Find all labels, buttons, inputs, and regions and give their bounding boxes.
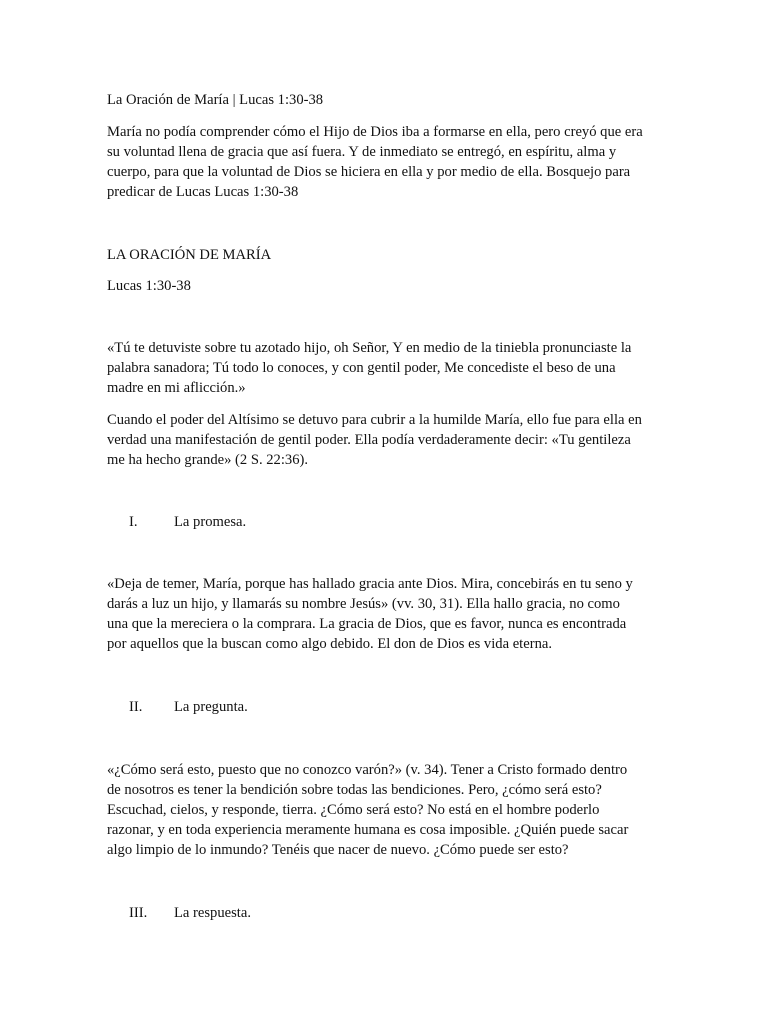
section-label: La promesa. — [174, 514, 247, 530]
section-heading-pregunta — [129, 697, 248, 717]
sermon-title: LA ORACIÓN DE MARÍA — [107, 247, 272, 263]
section-label: La respuesta. — [174, 905, 251, 921]
document-heading-line: La Oración de María | Lucas 1:30-38 — [107, 92, 324, 108]
intro-paragraph: María no podía comprender cómo el Hijo de Dios iba a formarse en ella, pero creyó que era su voluntad llena de gracia que así fuera. Y de inmediato se entregó, en espíritu, alma y cuerpo, para que la voluntad de Dios se hiciera en ella y por medio de ella. Bosquejo para predicar de Lucas Lucas 1:30-38 — [107, 124, 643, 200]
section-label: La pregunta. — [174, 699, 248, 715]
opening-quote: «Tú te detuviste sobre tu azotado hijo, oh Señor, Y en medio de la tiniebla pronunciaste la palabra sanadora; Tú todo lo conoces, y con gentil poder, Me concediste el beso de una madre en mi aflicción.» — [107, 340, 632, 396]
paragraph-intro-power: Cuando el poder del Altísimo se detuvo para cubrir a la humilde María, ello fue para ella en verdad una manifestación de gentil poder. Ella podía verdaderamente decir: «Tu gentileza me ha hecho grande» (2 S. 22:36). — [107, 412, 642, 468]
section-heading-promesa — [129, 512, 246, 532]
section-body-pregunta: «¿Cómo será esto, puesto que no conozco varón?» (v. 34). Tener a Cristo formado dentro de nosotros es tener la bendición sobre todas las bendiciones. Pero, ¿cómo será esto? Escuchad, cielos, y responde, tierra. ¿Cómo será esto? No está en el hombre poderlo razonar, y en toda experiencia meramente humana es cosa imposible. ¿Quién puede sacar algo limpio de lo inmundo? Tenéis que nacer de nuevo. ¿Cómo puede ser esto? — [107, 762, 629, 858]
section-numeral: II. — [129, 699, 143, 715]
scripture-reference: Lucas 1:30-38 — [107, 278, 191, 294]
section-heading-respuesta — [129, 903, 251, 923]
section-body-promesa: «Deja de temer, María, porque has hallado gracia ante Dios. Mira, concebirás en tu seno y darás a luz un hijo, y llamarás su nombre Jesús» (vv. 30, 31). Ella hallo gracia, no como una que la mereciera o la comprara. La gracia de Dios, que es favor, nunca es encontrada por aquellos que la buscan como algo debido. El don de Dios es vida eterna. — [107, 576, 633, 652]
section-numeral: III. — [129, 905, 148, 921]
section-numeral: I. — [129, 514, 138, 530]
